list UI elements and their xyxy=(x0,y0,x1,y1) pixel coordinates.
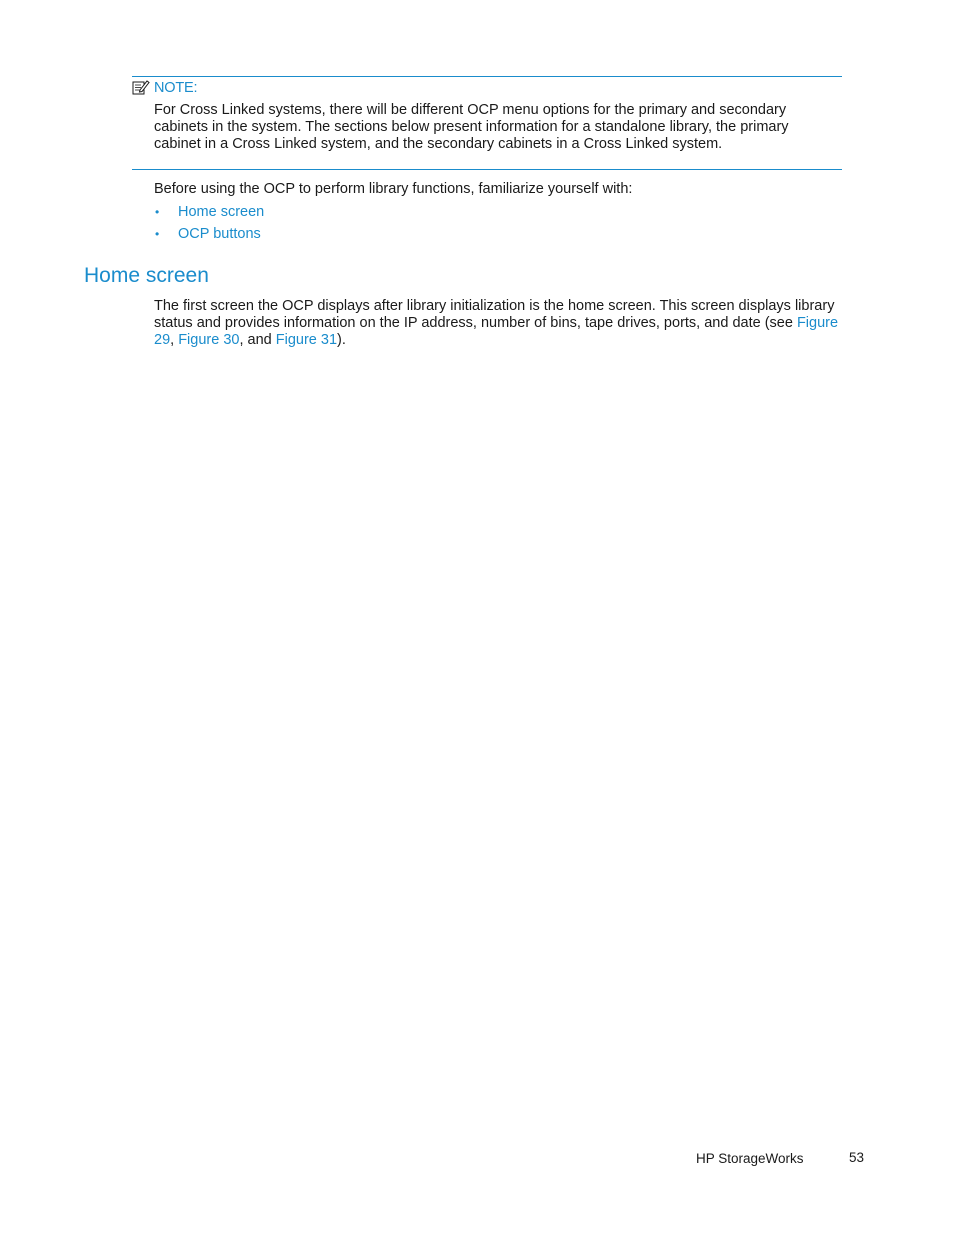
intro-text: Before using the OCP to perform library functions, familiarize yourself with: xyxy=(154,181,633,197)
list-item xyxy=(154,202,264,224)
list-item xyxy=(154,224,264,246)
footer-product-name: HP StorageWorks xyxy=(696,1151,804,1166)
figure-30-link[interactable]: Figure 30 xyxy=(178,332,240,348)
section-body-end: ). xyxy=(337,332,346,348)
bullet-icon: • xyxy=(155,227,160,241)
section-body-text: The first screen the OCP displays after library initialization is the home screen. This screen displays library status and provides information on the IP address, number of bins, tape drives, ports, and date (see xyxy=(154,298,835,331)
topic-list xyxy=(154,202,264,246)
figure-31-link[interactable]: Figure 31 xyxy=(275,332,338,348)
ocp-buttons-link[interactable]: OCP buttons xyxy=(178,226,261,242)
figure-29-link[interactable]: Figure 29 xyxy=(154,315,839,348)
bullet-icon: • xyxy=(155,205,160,219)
separator-text: , xyxy=(170,332,179,348)
note-box xyxy=(132,76,842,170)
page-number: 53 xyxy=(849,1150,865,1165)
home-screen-link[interactable]: Home screen xyxy=(178,204,265,220)
note-label: NOTE: xyxy=(154,80,198,96)
note-text: For Cross Linked systems, there will be different OCP menu options for the primary and secondary cabinets in the system. The sections below present information for a standalone library, the primary cabinet in a Cross Linked system, and the secondary cabinets in a Cross Linked system. xyxy=(154,102,789,152)
section-body xyxy=(154,298,844,349)
separator-text: , and xyxy=(239,332,276,348)
note-pencil-icon xyxy=(132,79,150,95)
section-heading: Home screen xyxy=(84,264,209,287)
